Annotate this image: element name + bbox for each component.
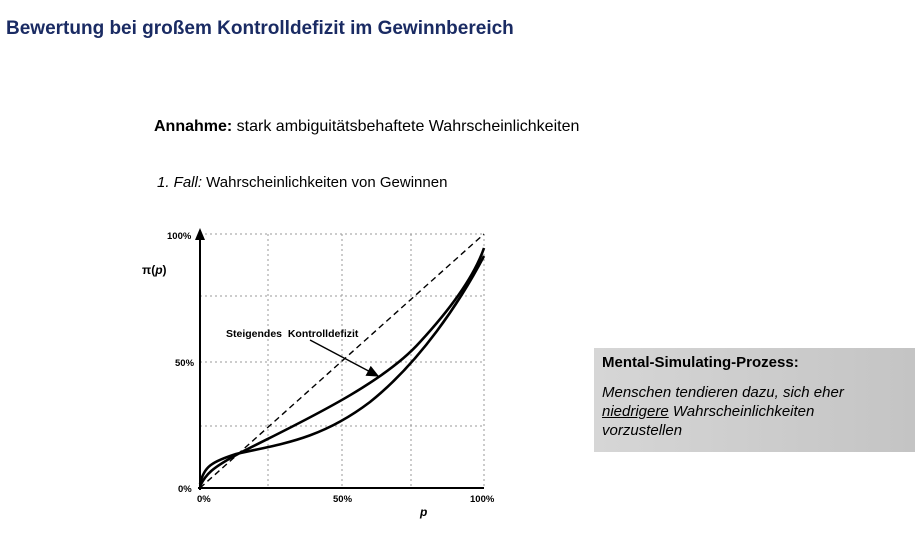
case-line xyxy=(157,174,447,191)
info-box-heading: Mental-Simulating-Prozess: xyxy=(602,354,799,371)
x-tick-0: 0% xyxy=(197,494,211,505)
annotation-label: Steigendes Kontrolldefizit xyxy=(226,328,359,340)
annotation-arrow xyxy=(310,340,378,376)
y-tick-100: 100% xyxy=(167,231,192,242)
page-title: Bewertung bei großem Kontrolldefizit im Gewinnbereich xyxy=(6,18,514,39)
x-tick-50: 50% xyxy=(333,494,353,505)
y-axis-arrow-icon xyxy=(195,228,205,240)
info-box-line1: Menschen tendieren dazu, sich eher xyxy=(602,384,844,401)
y-axis-label: π(p) xyxy=(142,263,167,277)
info-box-body xyxy=(602,383,907,440)
case-label: 1. Fall: xyxy=(157,174,203,191)
probability-weighting-diagram xyxy=(140,222,510,522)
info-box-line2 xyxy=(602,402,907,421)
info-box xyxy=(594,348,915,452)
x-axis-label: p xyxy=(420,505,428,519)
case-text: Wahrscheinlichkeiten von Gewinnen xyxy=(202,174,448,191)
x-tick-100: 100% xyxy=(470,494,495,505)
assumption-text: stark ambiguitätsbehaftete Wahrscheinlichkeiten xyxy=(232,118,580,135)
y-tick-50: 50% xyxy=(175,358,195,369)
assumption-label: Annahme: xyxy=(154,118,233,135)
y-tick-0: 0% xyxy=(178,484,192,495)
info-box-line3: vorzustellen xyxy=(602,422,683,439)
assumption-line xyxy=(154,118,579,136)
info-box-line2-rest: Wahrscheinlichkeiten xyxy=(668,403,815,420)
info-box-underlined: niedrigere xyxy=(602,403,669,420)
